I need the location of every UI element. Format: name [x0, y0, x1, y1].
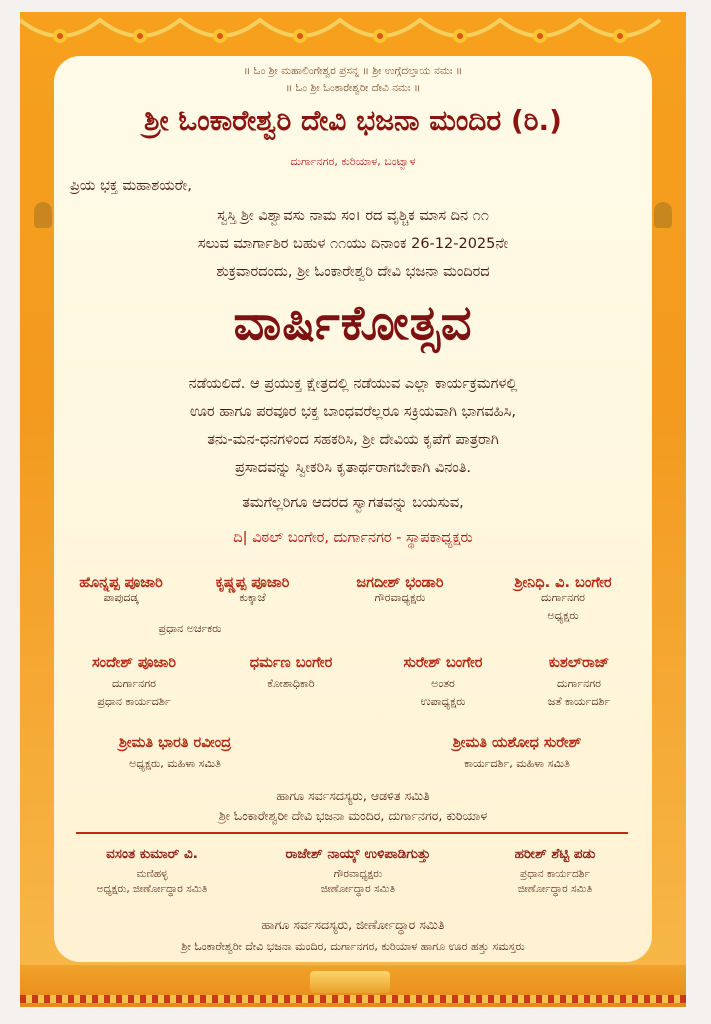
bell-right-icon: [654, 202, 672, 228]
member-role: ಕೋಶಾಧಿಕಾರಿ: [267, 677, 315, 690]
member-role: ಪ್ರಧಾನ ಕಾರ್ಯದರ್ಶಿ: [97, 695, 171, 708]
member-vasanth: [62, 846, 242, 896]
member-place: ಕುಕ್ಕಾಜೆ: [239, 591, 266, 604]
member-name: ಶ್ರೀನಿಧಿ. ವಿ. ಬಂಗೇರ: [514, 575, 612, 591]
member-name: ಜಗದೀಶ್ ಭಂಡಾರಿ: [356, 575, 444, 591]
greeting: ಪ್ರಿಯ ಭಕ್ತ ಮಹಾಶಯರೇ,: [70, 178, 192, 194]
event-title: ವಾರ್ಷಿಕೋತ್ಸವ: [233, 295, 473, 351]
member-place: ದುರ್ಗಾನಗರ: [111, 677, 157, 690]
member-name: ಕೃಷ್ಣಪ್ಪ ಪೂಜಾರಿ: [215, 575, 290, 591]
member-name: ಧರ್ಮಣ ಬಂಗೇರ: [249, 655, 333, 671]
member-role: ಪ್ರಧಾನ ಅರ್ಚಕರು: [158, 622, 222, 635]
member-kushalraj: [520, 655, 638, 709]
member-role: ಪ್ರಧಾನ ಕಾರ್ಯದರ್ಶಿ: [520, 868, 590, 880]
member-role: ಗೌರವಾಧ್ಯಕ್ಷರು: [333, 868, 383, 880]
member-name: ರಾಜೇಶ್ ನಾಯ್ಕ್ ಉಳಿಪಾಡಿಗುತ್ತು: [285, 846, 431, 862]
bottom-ornament-band: [20, 965, 686, 1007]
flower-garland-decoration: [20, 12, 686, 58]
committee-line-1: ಹಾಗೂ ಸರ್ವಸದಸ್ಯರು, ಆಡಳಿತ ಸಮಿತಿ: [276, 788, 430, 803]
blessing-line-1: ॥ ಓಂ ಶ್ರೀ ಮಹಾಲಿಂಗೇಶ್ವರ ಪ್ರಸನ್ನ ॥ ಶ್ರೀ ಉಗ್ಗೆದಲ್ತಾಯ ನಮಃ ॥: [243, 65, 463, 77]
member-role: ಅಧ್ಯಕ್ಷರು, ಮಹಿಳಾ ಸಮಿತಿ: [129, 757, 221, 770]
bell-left-icon: [34, 202, 52, 228]
member-place: ಮಣಿಹಳ್ಳ: [136, 868, 168, 880]
member-role: ಅಧ್ಯಕ್ಷರು, ಜೀರ್ಣೋದ್ಧಾರ ಸಮಿತಿ: [96, 883, 208, 895]
member-honnappa: [60, 575, 182, 605]
member-dharmana: [216, 655, 366, 691]
body-line-4: ಪ್ರಸಾದವನ್ನು ಸ್ವೀಕರಿಸಿ ಕೃತಾರ್ಥರಾಗಬೇಕಾಗಿ ವಿನಂತಿ.: [234, 460, 472, 476]
member-name: ವಸಂತ ಕುಮಾರ್ ವಿ.: [106, 846, 198, 862]
shared-role: [120, 622, 260, 636]
member-place: ದುರ್ಗಾನಗರ: [556, 677, 602, 690]
member-name: ಸುರೇಶ್ ಬಂಗೇರ: [403, 655, 483, 671]
welcome-line: ತಮಗೆಲ್ಲರಿಗೂ ಆದರದ ಸ್ವಾಗತವನ್ನು ಬಯಸುವ,: [242, 495, 464, 511]
intro-line-3: ಶುಕ್ರವಾರದಂದು, ಶ್ರೀ ಓಂಕಾರೇಶ್ವರಿ ದೇವಿ ಭಜನಾ ಮಂದಿರದ: [216, 264, 490, 280]
member-committee: ಜೀರ್ಣೋದ್ಧಾರ ಸಮಿತಿ: [517, 883, 593, 895]
intro-line-2: ಸಲುವ ಮಾರ್ಗಾಶಿರ ಬಹುಳ ೧೧ಯು ದಿನಾಂಕ 26-12-2025ನೇ: [197, 236, 509, 252]
member-name: ಶ್ರೀಮತಿ ಭಾರತಿ ರವೀಂದ್ರ: [118, 735, 232, 751]
body-line-2: ಊರ ಹಾಗೂ ಪರವೂರ ಭಕ್ತ ಬಾಂಧವರೆಲ್ಲರೂ ಸಕ್ರಿಯವಾಗಿ ಭಾಗವಹಿಸಿ,: [190, 404, 516, 420]
member-role: ಗೌರವಾಧ್ಯಕ್ಷರು: [374, 591, 426, 604]
member-name: ಹರೀಶ್ ಶೆಟ್ಟಿ ಪಡು: [514, 846, 596, 862]
member-krishnappa: [190, 575, 315, 605]
member-name: ಶ್ರೀಮತಿ ಯಶೋಧ ಸುರೇಶ್: [452, 735, 582, 751]
member-shrinidhi: [488, 575, 638, 623]
footer-line-1: ಹಾಗೂ ಸರ್ವಸದಸ್ಯರು, ಜೀರ್ಣೋದ್ಧಾರ ಸಮಿತಿ: [261, 917, 445, 932]
footer-line-2: ಶ್ರೀ ಓಂಕಾರೇಶ್ವರೀ ದೇವಿ ಭಜನಾ ಮಂದಿರ, ದುರ್ಗಾನಗರ, ಕುರಿಯಾಳ ಹಾಗೂ ಊರ ಹತ್ತು ಸಮಸ್ತರು: [181, 940, 525, 953]
member-name: ಕುಶಲ್‌ರಾಜ್: [548, 655, 610, 671]
member-bharathi: [70, 735, 280, 771]
center-ornament-icon: [310, 971, 390, 993]
member-sandesh: [64, 655, 204, 709]
divider-line: [76, 832, 628, 834]
body-line-3: ತನು-ಮನ-ಧನಗಳಿಂದ ಸಹಕರಿಸಿ, ಶ್ರೀ ದೇವಿಯ ಕೃಪೆಗೆ ಪಾತ್ರರಾಗಿ: [207, 432, 499, 448]
member-harish: [480, 846, 630, 896]
blessing-line-2: ॥ ಓಂ ಶ್ರೀ ಓಂಕಾರೇಶ್ವರೀ ದೇವಿ ನಮಃ ॥: [285, 82, 421, 94]
member-place: ಅಂತರ: [431, 677, 455, 690]
committee-line-2: ಶ್ರೀ ಓಂಕಾರೇಶ್ವರೀ ದೇವಿ ಭಜನಾ ಮಂದಿರ, ದುರ್ಗಾನಗರ, ಕುರಿಯಾಳ: [218, 808, 488, 823]
member-role: ಕಾರ್ಯದರ್ಶಿ, ಮಹಿಳಾ ಸಮಿತಿ: [464, 757, 570, 770]
member-role: ಜತೆ ಕಾರ್ಯದರ್ಶಿ: [547, 695, 611, 708]
founder-line: ದಿ| ವಿಠಲ್ ಬಂಗೇರ, ದುರ್ಗಾನಗರ - ಸ್ಥಾಪಕಾಧ್ಯಕ್ಷರು: [233, 530, 473, 546]
member-role: ಅಧ್ಯಕ್ಷರು: [547, 609, 579, 622]
member-name: ಹೊನ್ನಪ್ಪ ಪೂಜಾರಿ: [79, 575, 163, 591]
member-jagadish: [330, 575, 470, 605]
member-committee: ಜೀರ್ಣೋದ್ಧಾರ ಸಮಿತಿ: [320, 883, 396, 895]
intro-line-1: ಸ್ವಸ್ತಿ ಶ್ರೀ ವಿಶ್ವಾವಸು ನಾಮ ಸಂ। ರದ ವೃಶ್ಚಿಕ ಮಾಸ ದಿನ ೧೧: [217, 208, 489, 224]
member-yashodha: [412, 735, 622, 771]
temple-title: ಶ್ರೀ ಓಂಕಾರೇಶ್ವರಿ ದೇವಿ ಭಜನಾ ಮಂದಿರ (ರಿ.): [144, 104, 562, 137]
member-place: ದುರ್ಗಾನಗರ: [540, 591, 586, 604]
temple-location: ದುರ್ಗಾನಗರ, ಕುರಿಯಾಳ, ಬಂಟ್ವಾಳ: [290, 155, 416, 168]
member-name: ಸಂದೇಶ್ ಪೂಜಾರಿ: [91, 655, 177, 671]
border-stripe: [20, 995, 686, 1003]
member-role: ಉಪಾಧ್ಯಕ್ಷರು: [420, 695, 466, 708]
member-suresh: [372, 655, 514, 709]
member-rajesh: [240, 846, 476, 896]
body-line-1: ನಡೆಯಲಿದೆ. ಆ ಪ್ರಯುಕ್ತ ಕ್ಷೇತ್ರದಲ್ಲಿ ನಡೆಯುವ ಎಲ್ಲಾ ಕಾರ್ಯಕ್ರಮಗಳಲ್ಲಿ: [188, 376, 518, 392]
member-place: ಪಾಪುದಡ್ಕ: [103, 591, 139, 604]
